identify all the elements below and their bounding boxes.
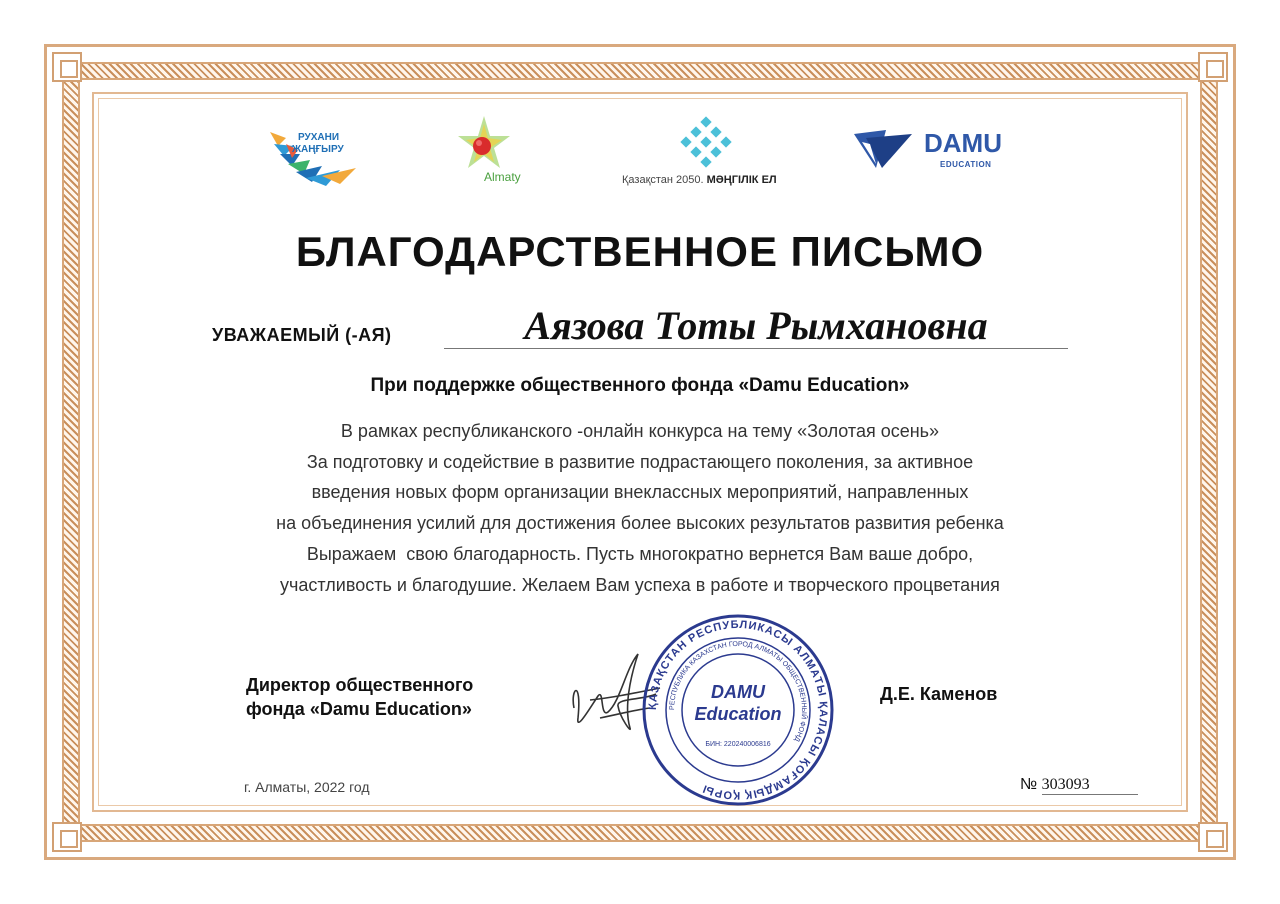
logo-text-b: МӘҢГІЛІК ЕЛ — [706, 174, 777, 186]
stamp-center-text: DAMU — [711, 682, 765, 702]
body-line: За подготовку и содействие в развитие подрастающего поколения, за активное — [306, 451, 974, 472]
body-line: введения новых форм организации внеклассных мероприятий, направленных — [311, 482, 969, 503]
stamp-inner-text: РЕСПУБЛИКА КАЗАХСТАН ГОРОД АЛМАТЫ ОБЩЕСТВЕННЫЙ ФОНД — [668, 640, 808, 743]
apple-star-icon — [454, 114, 514, 174]
corner-ornament — [1198, 52, 1228, 82]
recipient-name: Аязова Тоты Рымхановна — [524, 303, 988, 348]
support-line: При поддержке общественного фонда «Damu Education» — [370, 375, 910, 396]
organization-stamp — [640, 612, 836, 808]
damu-education-logo — [852, 126, 1022, 174]
signer-name: Д.Е. Каменов — [880, 684, 998, 704]
stamp-outer-text: ҚАЗАҚСТАН РЕСПУБЛИКАСЫ АЛМАТЫ ҚАЛАСЫ ҚОҒАМДЫҚ ҚОРЫ — [646, 618, 830, 802]
stamp-bin: БИН: 220240006816 — [705, 741, 771, 748]
greeting-label: УВАЖАЕМЫЙ (-АЯ) — [212, 325, 392, 345]
logo-text: Almaty — [484, 170, 521, 184]
logo-subtext: EDUCATION — [940, 160, 992, 169]
logo-text-a: Қазақстан 2050. — [622, 174, 704, 186]
logo-text — [622, 174, 777, 186]
logo-text: ЖАҢҒЫРУ — [292, 144, 344, 155]
director-title — [246, 673, 473, 721]
ruhani-zhangyru-logo — [266, 124, 366, 190]
body-line: участливость и благодушие. Желаем Вам успеха в работе и творческого процветания — [280, 574, 1000, 595]
number-label: № — [1020, 776, 1038, 793]
director-line: фонда «Damu Education» — [246, 699, 472, 719]
corner-ornament — [52, 52, 82, 82]
body-line: на объединения усилий для достижения более высоких результатов развития ребенка — [276, 513, 1004, 534]
kazakhstan-2050-logo — [618, 114, 798, 190]
body-text — [0, 416, 1280, 600]
certificate-title: БЛАГОДАРСТВЕННОЕ ПИСЬМО — [295, 228, 985, 275]
certificate-number — [1020, 776, 1138, 795]
logo-text: РУХАНИ — [298, 132, 340, 143]
ornament-icon — [676, 116, 736, 170]
city-year: г. Алматы, 2022 год — [244, 779, 370, 795]
director-line: Директор общественного — [246, 675, 474, 695]
body-line: Выражаем свою благодарность. Пусть многократно вернется Вам ваше добро, — [306, 543, 974, 564]
name-underline — [444, 348, 1068, 349]
logo-text: DAMU — [924, 128, 1002, 158]
stamp-center-text: Education — [694, 704, 782, 724]
body-line: В рамках республиканского -онлайн конкурса на тему «Золотая осень» — [340, 421, 940, 441]
number-value: 303093 — [1042, 776, 1138, 795]
corner-ornament — [52, 822, 82, 852]
book-icon — [852, 128, 918, 172]
corner-ornament — [1198, 822, 1228, 852]
almaty-logo — [450, 114, 540, 188]
